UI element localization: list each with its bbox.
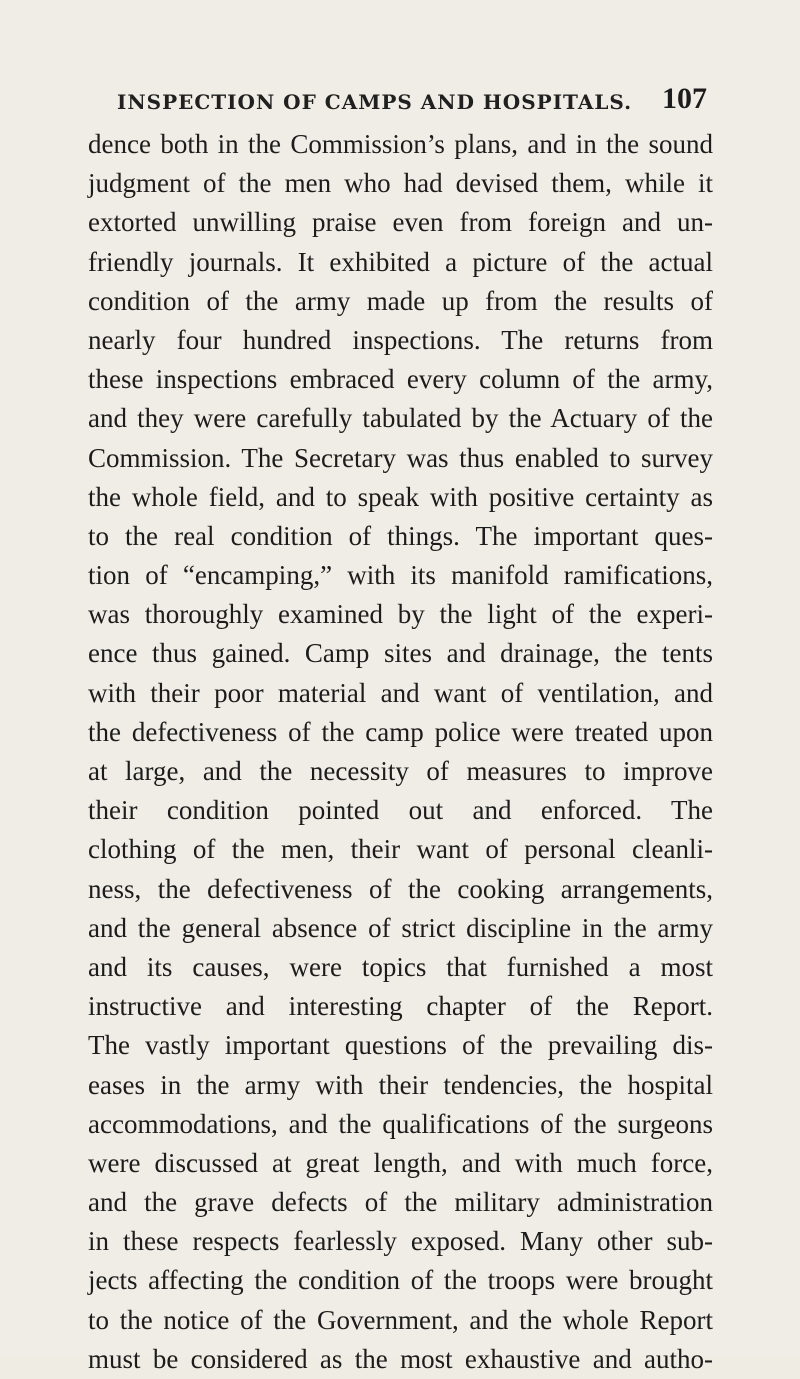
text-line: ence thus gained. Camp sites and drainage, the tents: [88, 638, 713, 669]
text-line: nearly four hundred inspections. The returns from: [88, 324, 713, 355]
text-line: and its causes, were topics that furnished a most: [88, 951, 713, 982]
text-line: at large, and the necessity of measures to improve: [88, 756, 713, 786]
text-line: condition of the army made up from the results of: [88, 285, 713, 316]
text-line: friendly journals. It exhibited a picture of the actual: [88, 246, 713, 277]
text-line: was thoroughly examined by the light of the experi-: [88, 599, 713, 630]
text-line: accommodations, and the qualifications of the surgeons: [88, 1108, 713, 1139]
text-line: these inspections embraced every column of the army,: [88, 364, 713, 395]
text-line: eases in the army with their tendencies, the hospital: [88, 1069, 713, 1100]
text-line: were discussed at great length, and with much force,: [88, 1147, 713, 1178]
text-line: their condition pointed out and enforced. The: [88, 795, 713, 826]
page-number: 107: [662, 82, 707, 115]
text-line: clothing of the men, their want of personal cleanli-: [88, 834, 713, 865]
text-line: and they were carefully tabulated by the Actuary of the: [88, 403, 713, 434]
text-line: to the real condition of things. The important ques-: [88, 520, 713, 551]
text-line: ness, the defectiveness of the cooking arrangements,: [88, 873, 713, 904]
text-line: The vastly important questions of the prevailing dis-: [88, 1030, 713, 1061]
text-line: instructive and interesting chapter of the Report.: [88, 991, 713, 1022]
running-title: INSPECTION OF CAMPS AND HOSPITALS.: [117, 90, 633, 114]
body-paragraph: [88, 125, 713, 1379]
page-header: [117, 78, 707, 118]
text-line: jects affecting the condition of the troops were brought: [88, 1265, 713, 1296]
text-line: with their poor material and want of ventilation, and: [88, 677, 713, 708]
text-line: tion of “encamping,” with its manifold ramifications,: [88, 560, 713, 591]
text-line: and the general absence of strict discipline in the army: [88, 912, 713, 943]
text-line: in these respects fearlessly exposed. Many other sub-: [88, 1226, 713, 1257]
text-line: Commission. The Secretary was thus enabled to survey: [88, 442, 713, 473]
text-line: must be considered as the most exhaustive and autho-: [88, 1343, 713, 1374]
text-line: and the grave defects of the military administration: [88, 1187, 713, 1218]
text-line: extorted unwilling praise even from foreign and un-: [88, 207, 713, 238]
text-line: to the notice of the Government, and the whole Report: [88, 1304, 713, 1335]
text-line: dence both in the Commission’s plans, and in the sound: [88, 129, 713, 159]
text-line: judgment of the men who had devised them, while it: [88, 168, 713, 199]
text-line: the whole field, and to speak with positive certainty as: [88, 481, 713, 512]
text-line: the defectiveness of the camp police were treated upon: [88, 716, 713, 747]
